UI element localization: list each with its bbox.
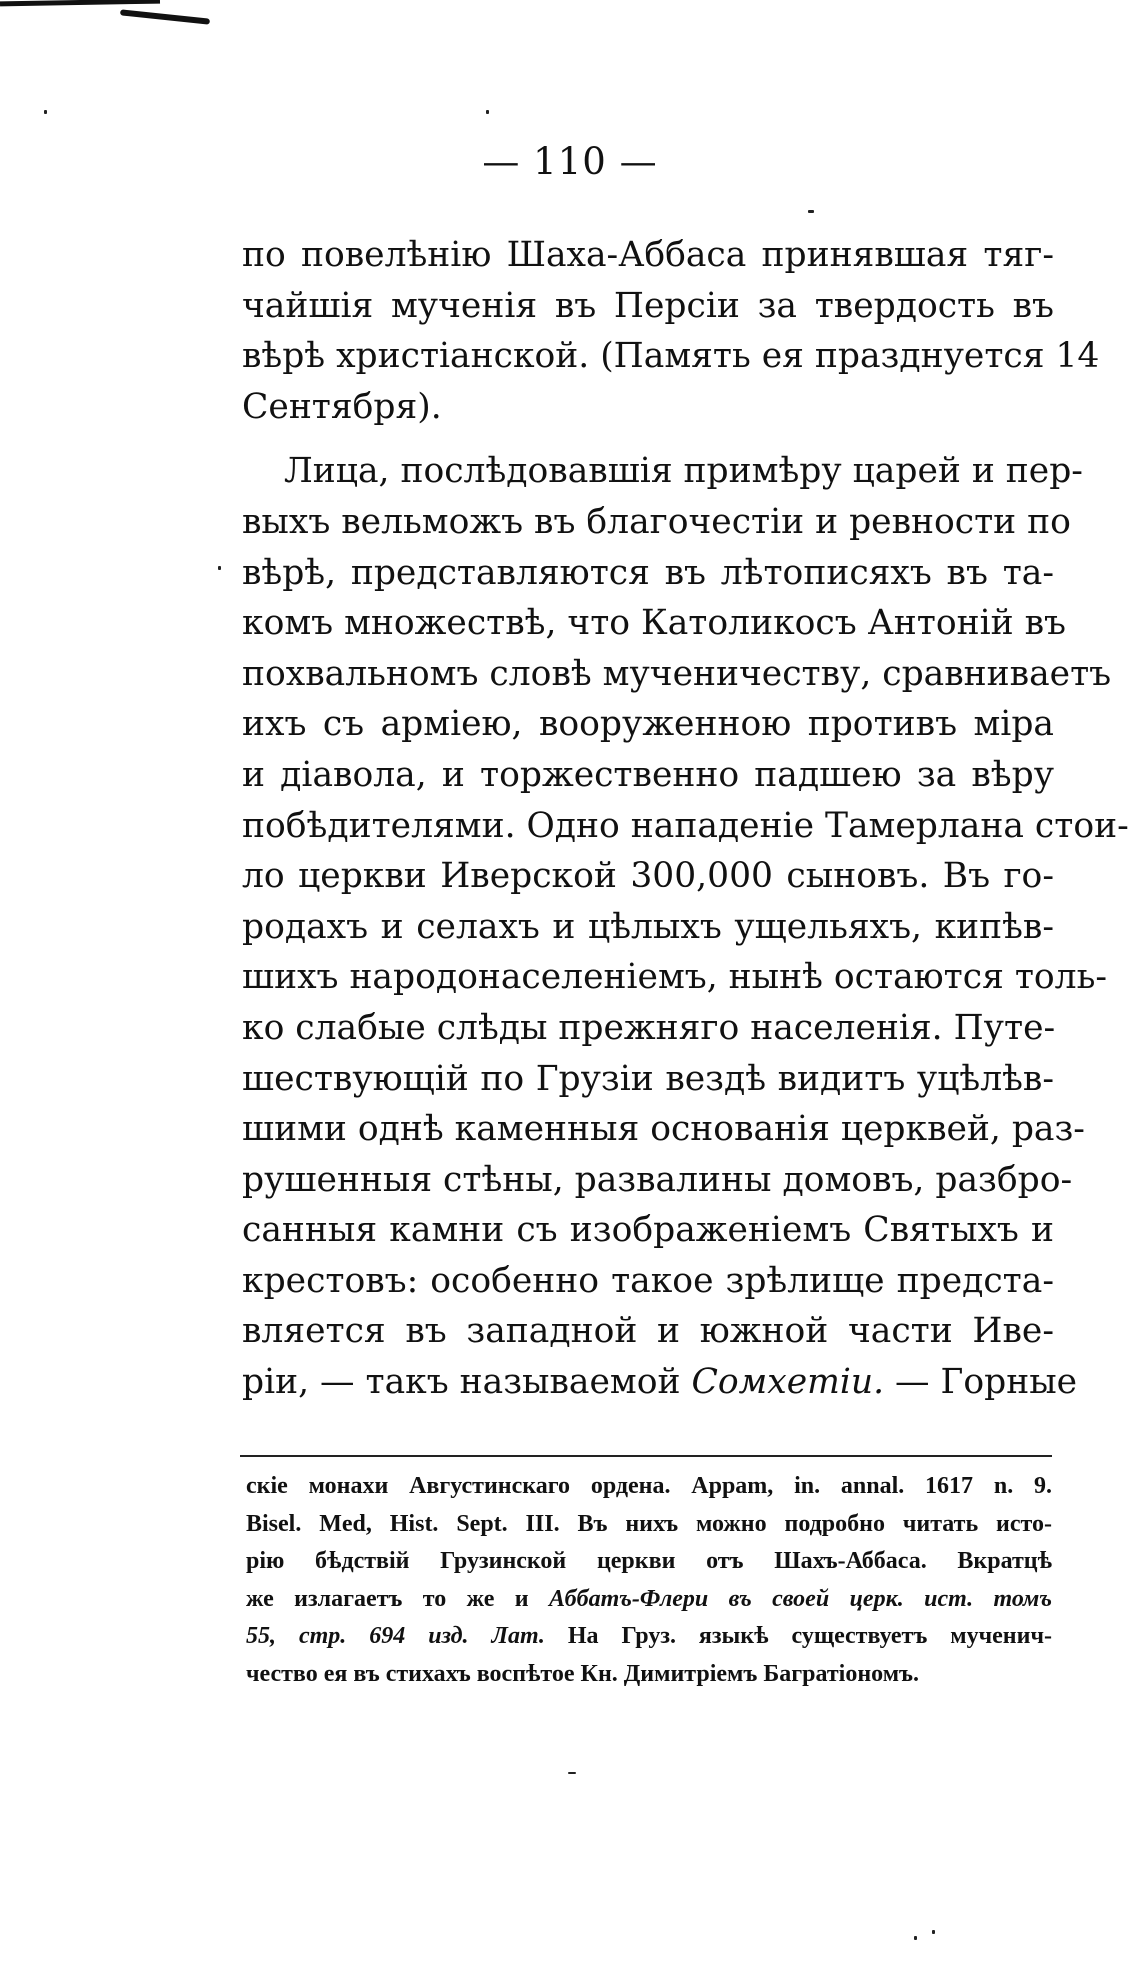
- scan-speck: [486, 110, 489, 114]
- footnote-fragment: же излагаетъ то же и: [246, 1585, 550, 1612]
- page-number: — 110 —: [482, 140, 658, 183]
- scan-artifact-mark: [120, 9, 210, 24]
- footnote-line: Bisel. Med, Hist. Sept. III. Въ нихъ можно подробно читать исто-: [246, 1510, 1052, 1537]
- text-line: вляется въ западной и южной части Иве-: [242, 1311, 1054, 1352]
- italic-place-name: Сомхетіи.: [691, 1362, 885, 1403]
- text-line: побѣдителями. Одно нападеніе Тамерлана стои-: [242, 805, 1129, 846]
- footnote-line: чество ея въ стихахъ воспѣтое Кн. Димитріемъ Багратіономъ.: [246, 1660, 920, 1687]
- text-line: шими однѣ каменныя основанія церквей, раз-: [242, 1109, 1085, 1150]
- scan-speck: [44, 110, 47, 114]
- text-line: рушенныя стѣны, развалины домовъ, разбро-: [242, 1159, 1073, 1200]
- text-line: Лица, послѣдовавшія примѣру царей и пер-: [284, 451, 1083, 492]
- text-fragment: ріи, — такъ называемой: [242, 1362, 692, 1403]
- scan-artifact-mark: [0, 0, 160, 6]
- text-line: родахъ и селахъ и цѣлыхъ ущельяхъ, кипѣв-: [242, 906, 1054, 947]
- text-line: ко слабые слѣды прежняго населенія. Путе-: [242, 1007, 1056, 1048]
- text-line: ихъ съ арміею, вооруженною противъ міра: [242, 704, 1054, 745]
- text-line-last: [242, 1357, 1078, 1408]
- text-line: выхъ вельможъ въ благочестіи и ревности по: [242, 501, 1071, 542]
- scan-speck: [932, 1930, 935, 1934]
- text-line: по повелѣнію Шаха-Аббаса принявшая тяг-: [242, 235, 1054, 275]
- main-text: [242, 230, 1129, 1408]
- text-line: шествующій по Грузіи вездѣ видитъ уцѣлѣв-: [242, 1058, 1054, 1099]
- footnote: [246, 1468, 1052, 1694]
- text-line: вѣрѣ, представляются въ лѣтописяхъ въ та-: [242, 552, 1054, 593]
- text-line: вѣрѣ христіанской. (Память ея празднуется 14: [242, 336, 1100, 377]
- footnote-italic-citation: Аббатъ-Флери въ своей церк. ист. томъ: [549, 1585, 1053, 1612]
- footnote-line: рію бѣдствій Грузинской церкви отъ Шахъ-Аббаса. Вкратцѣ: [246, 1548, 1052, 1575]
- footnote-line: [246, 1618, 1052, 1656]
- text-line: чайшія мученія въ Персіи за твердость въ: [242, 285, 1054, 326]
- text-line: крестовъ: особенно такое зрѣлище предста-: [242, 1260, 1054, 1301]
- text-line: шихъ народонаселеніемъ, нынѣ остаются толь-: [242, 957, 1108, 998]
- text-line: комъ множествѣ, что Католикосъ Антоній въ: [242, 603, 1066, 644]
- footnote-italic-citation: 55, стр. 694 изд. Лат.: [246, 1623, 545, 1650]
- text-line: санныя камни съ изображеніемъ Святыхъ и: [242, 1210, 1054, 1251]
- footnote-line: скіе монахи Августинскаго ордена. Appam, in. annal. 1617 n. 9.: [246, 1473, 1052, 1499]
- footnote-line: [246, 1581, 1052, 1619]
- text-fragment: — Горные: [884, 1362, 1078, 1403]
- scan-speck: [808, 210, 814, 213]
- scan-speck: [568, 1772, 576, 1774]
- scan-speck: [218, 566, 221, 570]
- scan-speck: [914, 1936, 917, 1940]
- text-line: похвальномъ словѣ мученичеству, сравниваетъ: [242, 653, 1112, 694]
- text-line: ло церкви Иверской 300,000 сыновъ. Въ го-: [242, 856, 1054, 897]
- footnote-fragment: На Груз. языкѣ существуетъ мученич-: [544, 1623, 1052, 1650]
- text-line: и діавола, и торжественно падшею за вѣру: [242, 754, 1054, 795]
- footnote-divider: [240, 1455, 1052, 1457]
- text-line: Сентября).: [242, 386, 442, 427]
